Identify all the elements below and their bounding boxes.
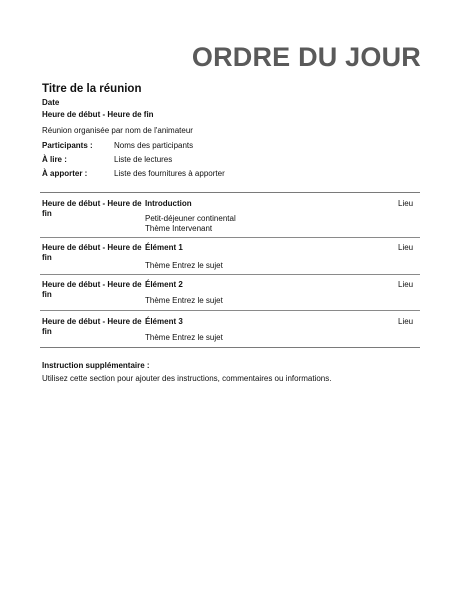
row-divider <box>40 310 420 311</box>
extra-instructions-text: Utilisez cette section pour ajouter des instructions, commentaires ou informations. <box>42 374 332 383</box>
agenda-row-item: Introduction <box>145 199 192 208</box>
agenda-row-detail: Petit-déjeuner continental <box>145 214 236 223</box>
extra-instructions-heading: Instruction supplémentaire : <box>42 361 150 370</box>
organizer-line: Réunion organisée par nom de l'animateur <box>42 126 193 135</box>
row-divider <box>40 237 420 238</box>
agenda-row-detail: Thème Entrez le sujet <box>145 261 223 270</box>
agenda-row-location: Lieu <box>398 199 414 208</box>
document-title: ORDRE DU JOUR <box>191 42 421 72</box>
agenda-row-location: Lieu <box>398 280 414 289</box>
agenda-row-item: Élément 3 <box>145 317 183 326</box>
agenda-row-time: Heure de début - Heure de fin <box>42 317 142 336</box>
agenda-row-location: Lieu <box>398 317 414 326</box>
meeting-title: Titre de la réunion <box>42 83 142 95</box>
bring-value: Liste des fournitures à apporter <box>114 169 225 178</box>
meeting-date: Date <box>42 98 60 107</box>
row-divider <box>40 274 420 275</box>
participants-value: Noms des participants <box>114 141 194 150</box>
agenda-row-item: Élément 2 <box>145 280 183 289</box>
agenda-row-time: Heure de début - Heure de fin <box>42 280 142 299</box>
agenda-row-detail: Thème Entrez le sujet <box>145 333 223 342</box>
section-divider <box>40 192 420 193</box>
reading-label: À lire : <box>42 155 67 164</box>
participants-label: Participants : <box>42 141 93 150</box>
agenda-row-location: Lieu <box>398 243 414 252</box>
agenda-row-detail: Thème Entrez le sujet <box>145 296 223 305</box>
agenda-row-time: Heure de début - Heure de fin <box>42 199 142 218</box>
meeting-time-range: Heure de début - Heure de fin <box>42 110 154 119</box>
agenda-row-time: Heure de début - Heure de fin <box>42 243 142 262</box>
agenda-row-item: Élément 1 <box>145 243 183 252</box>
section-divider <box>40 347 420 348</box>
agenda-row-detail: Thème Intervenant <box>145 224 213 233</box>
reading-value: Liste de lectures <box>114 155 173 164</box>
bring-label: À apporter : <box>42 169 88 178</box>
